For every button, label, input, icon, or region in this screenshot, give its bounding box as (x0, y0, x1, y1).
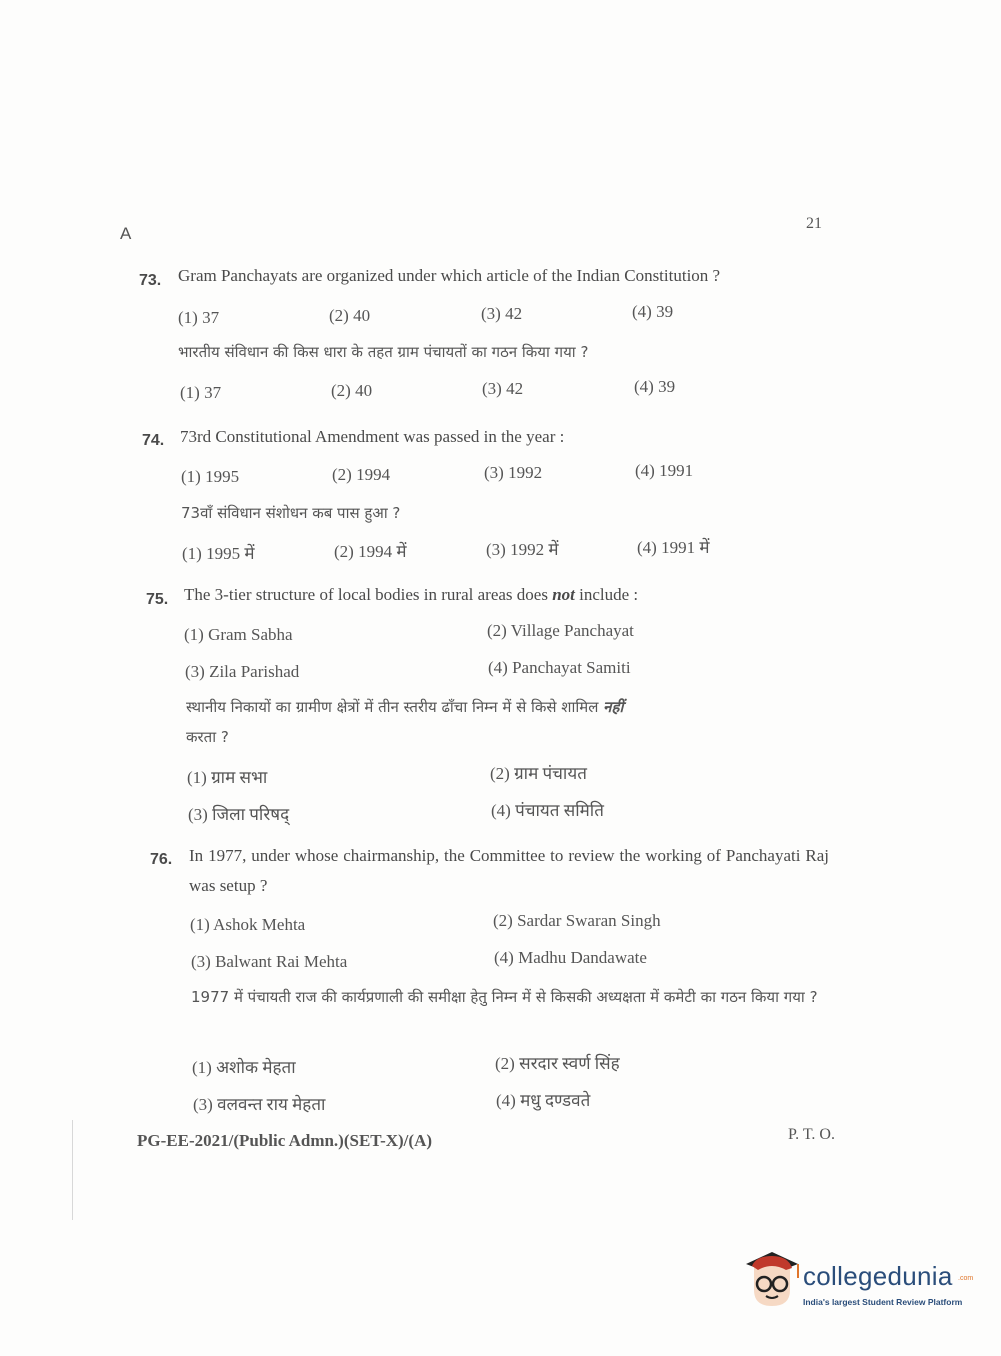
question-text-en: The 3-tier structure of local bodies in rural areas does not include : (184, 585, 639, 604)
option-en: (3) 1992 (484, 463, 543, 482)
pto-label: P. T. O. (788, 1126, 835, 1143)
question-number: 73. (139, 272, 162, 289)
option-hi: (4) पंचायत समिति (491, 801, 604, 820)
question-number: 75. (146, 591, 169, 608)
option-en: (1) 37 (178, 308, 220, 327)
question-text-en: 73rd Constitutional Amendment was passed in the year : (180, 427, 565, 446)
option-en: (1) 1995 (181, 467, 240, 486)
option-hi: (3) वलवन्त राय मेहता (193, 1095, 326, 1114)
option-en: (2) Village Panchayat (487, 621, 634, 640)
scan-margin-line (72, 1120, 73, 1220)
option-en: (3) 42 (481, 304, 523, 323)
emphasis-not: not (552, 585, 575, 604)
option-hi: (2) 1994 में (334, 542, 407, 561)
option-en: (2) 1994 (332, 465, 391, 484)
option-hi: (1) 1995 में (182, 544, 255, 563)
question-text-hi: 1977 में पंचायती राज की कार्यप्रणाली की समीक्षा हेतु निम्न में से किसकी अध्यक्षता में कमेटी का गठन किया गया ? (191, 988, 818, 1006)
option-en: (2) Sardar Swaran Singh (493, 911, 661, 930)
option-hi: (1) अशोक मेहता (192, 1058, 296, 1077)
option-hi: (2) ग्राम पंचायत (490, 764, 587, 783)
option-en: (2) 40 (329, 306, 371, 325)
option-hi: (3) 42 (482, 379, 524, 398)
question-number: 74. (142, 432, 165, 449)
option-en: (4) 39 (632, 302, 674, 321)
student-mascot-icon (742, 1250, 802, 1310)
option-en: (4) Panchayat Samiti (488, 658, 631, 677)
option-hi: (4) 1991 में (637, 538, 710, 557)
question-text-hi: स्थानीय निकायों का ग्रामीण क्षेत्रों में तीन स्तरीय ढाँचा निम्न में से किसे शामिल नहीं करता ? (186, 698, 624, 746)
option-hi: (2) 40 (331, 381, 373, 400)
question-text-en: Gram Panchayats are organized under which article of the Indian Constitution ? (178, 266, 721, 285)
set-letter: A (120, 224, 132, 243)
option-hi: (4) 39 (634, 377, 676, 396)
question-text-hi: भारतीय संविधान की किस धारा के तहत ग्राम पंचायतों का गठन किया गया ? (178, 343, 589, 361)
option-en: (1) Gram Sabha (184, 625, 293, 644)
option-en: (3) Zila Parishad (185, 662, 300, 681)
option-hi: (4) मधु दण्डवते (496, 1091, 591, 1110)
page-number: 21 (806, 215, 822, 232)
option-en: (1) Ashok Mehta (190, 915, 306, 934)
option-hi: (1) ग्राम सभा (187, 768, 268, 787)
brand-suffix: .com (958, 1275, 974, 1282)
question-text-en: In 1977, under whose chairmanship, the Committee to review the working of Panchayati Raj was setup ? (189, 846, 829, 895)
paper-code: PG-EE-2021/(Public Admn.)(SET-X)/(A) (137, 1131, 433, 1150)
option-en: (3) Balwant Rai Mehta (191, 952, 348, 971)
brand-name: collegedunia (803, 1261, 953, 1291)
option-hi: (2) सरदार स्वर्ण सिंह (495, 1054, 620, 1073)
emphasis-nahin: नहीं (603, 698, 624, 716)
option-hi: (3) जिला परिषद् (188, 805, 290, 824)
question-number: 76. (150, 851, 173, 868)
option-en: (4) Madhu Dandawate (494, 948, 647, 967)
option-en: (4) 1991 (635, 461, 694, 480)
option-hi: (1) 37 (180, 383, 222, 402)
option-hi: (3) 1992 में (486, 540, 559, 559)
brand-tagline: India's largest Student Review Platform (803, 1297, 963, 1307)
question-text-hi: 73वाँ संविधान संशोधन कब पास हुआ ? (181, 504, 401, 522)
